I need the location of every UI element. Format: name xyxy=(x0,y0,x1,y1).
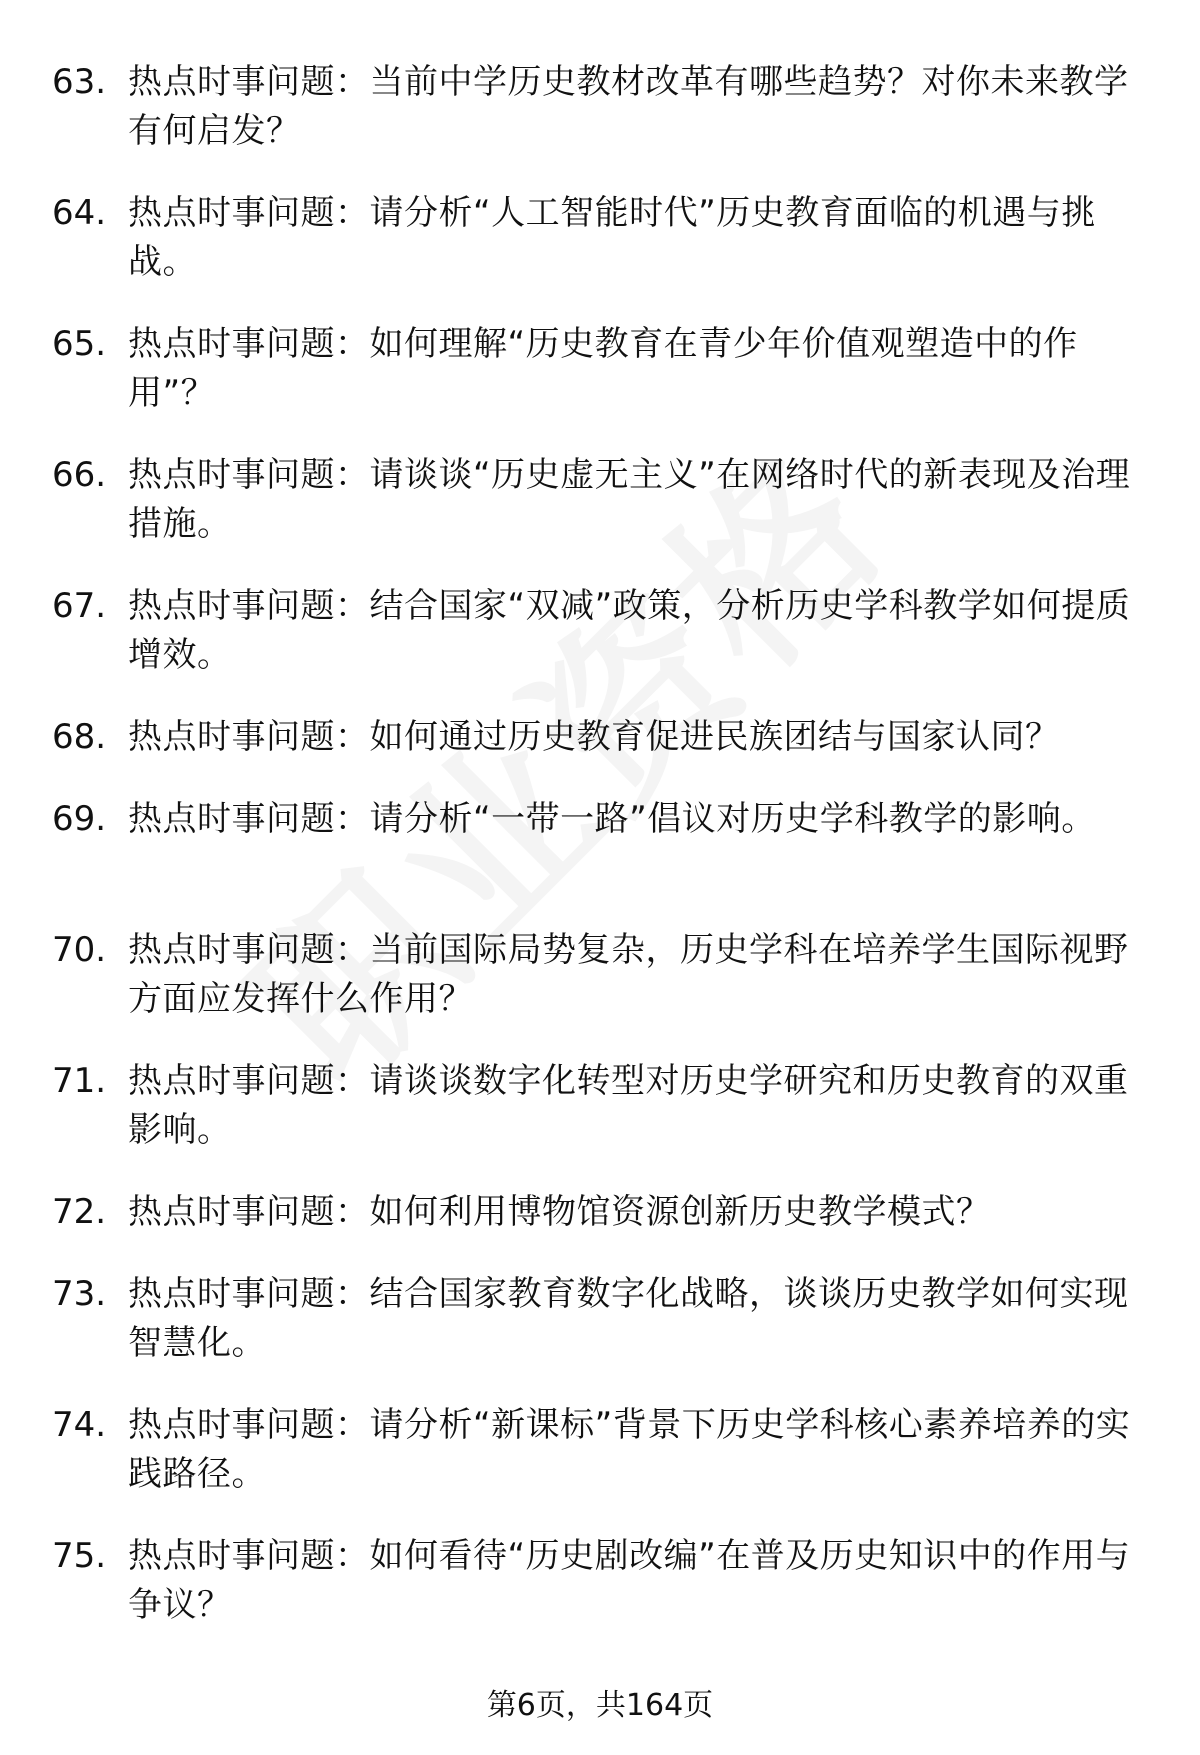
page-footer xyxy=(0,1686,1200,1726)
question-item xyxy=(0,58,1200,189)
question-text: 热点时事问题：结合国家教育数字化战略，谈谈历史教学如何实现智慧化。 xyxy=(128,1274,1129,1363)
question-number: 69. xyxy=(52,799,107,839)
question-text: 热点时事问题：请分析“一带一路”倡议对历史学科教学的影响。 xyxy=(128,799,1096,839)
question-text: 热点时事问题：结合国家“双减”政策，分析历史学科教学如何提质增效。 xyxy=(128,586,1131,675)
question-text: 热点时事问题：如何看待“历史剧改编”在普及历史知识中的作用与争议？ xyxy=(128,1536,1131,1625)
question-text: 热点时事问题：请分析“新课标”背景下历史学科核心素养培养的实践路径。 xyxy=(128,1405,1131,1494)
question-number: 74. xyxy=(52,1405,107,1445)
question-item xyxy=(0,795,1200,926)
question-item xyxy=(0,451,1200,582)
question-number: 73. xyxy=(52,1274,107,1314)
question-list xyxy=(0,58,1200,1663)
question-text: 热点时事问题：当前国际局势复杂，历史学科在培养学生国际视野方面应发挥什么作用？ xyxy=(128,930,1129,1019)
question-text: 热点时事问题：如何通过历史教育促进民族团结与国家认同？ xyxy=(128,717,1060,757)
question-number: 68. xyxy=(52,717,107,757)
question-text: 热点时事问题：当前中学历史教材改革有哪些趋势？对你未来教学有何启发？ xyxy=(128,62,1129,151)
question-number: 67. xyxy=(52,586,107,626)
question-number: 65. xyxy=(52,324,107,364)
question-number: 70. xyxy=(52,930,107,970)
question-item xyxy=(0,1057,1200,1188)
question-item xyxy=(0,320,1200,451)
question-item xyxy=(0,713,1200,795)
question-item xyxy=(0,1401,1200,1532)
question-text: 热点时事问题：请谈谈“历史虚无主义”在网络时代的新表现及治理措施。 xyxy=(128,455,1131,544)
question-item xyxy=(0,1270,1200,1401)
question-number: 72. xyxy=(52,1192,107,1232)
question-text: 热点时事问题：请谈谈数字化转型对历史学研究和历史教育的双重影响。 xyxy=(128,1061,1129,1150)
question-number: 71. xyxy=(52,1061,107,1101)
question-item xyxy=(0,582,1200,713)
question-item xyxy=(0,1188,1200,1270)
question-number: 63. xyxy=(52,62,107,102)
page-number-label: 第6页，共164页 xyxy=(486,1688,714,1723)
question-text: 热点时事问题：请分析“人工智能时代”历史教育面临的机遇与挑战。 xyxy=(128,193,1096,282)
question-item xyxy=(0,1532,1200,1663)
question-item xyxy=(0,926,1200,1057)
question-number: 66. xyxy=(52,455,107,495)
question-text: 热点时事问题：如何利用博物馆资源创新历史教学模式？ xyxy=(128,1192,991,1232)
question-text: 热点时事问题：如何理解“历史教育在青少年价值观塑造中的作用”？ xyxy=(128,324,1078,413)
question-item xyxy=(0,189,1200,320)
question-number: 64. xyxy=(52,193,107,233)
question-number: 75. xyxy=(52,1536,107,1576)
